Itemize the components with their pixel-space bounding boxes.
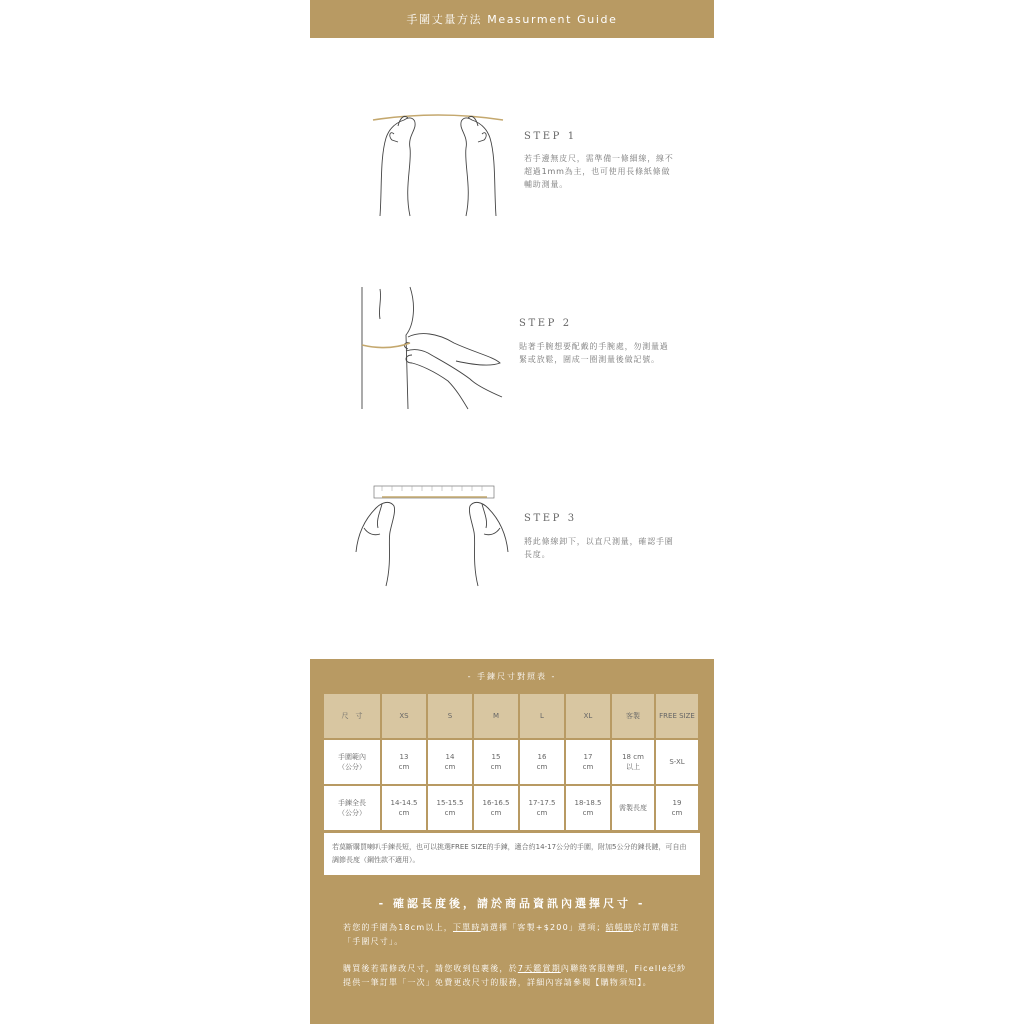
table-row: [324, 740, 698, 784]
text-span: 若您的手圍為18cm以上，: [343, 923, 453, 932]
header-cell: 客製: [612, 694, 654, 738]
size-chart-section: [310, 659, 714, 1024]
header-cell: L: [520, 694, 564, 738]
table-row: [324, 786, 698, 830]
header-cell: S: [428, 694, 472, 738]
table-cell: 13 cm: [382, 740, 426, 784]
hands-holding-thread-illustration: [368, 108, 508, 228]
text-span: 購買後若需修改尺寸，請您收到包裹後，於: [343, 964, 518, 973]
underlined-text: 7天鑑賞期: [517, 964, 561, 973]
header-title: 手圍丈量方法 Measurment Guide: [406, 13, 618, 26]
custom-size-paragraph: [343, 921, 688, 949]
measurement-guide: [310, 0, 714, 1024]
confirm-title: - 確認長度後，請於商品資訊內選擇尺寸 -: [378, 897, 646, 910]
size-note-text: 若莫斷購買喇叭手鍊長短，也可以挑選FREE SIZE的手鍊，適合約14-17公分的手圍，附加5公分的鍊長鏈，可自由調節長度（鋼性款不適用）。: [332, 843, 687, 864]
size-note: [324, 833, 700, 875]
table-cell: 17-17.5 cm: [520, 786, 564, 830]
text-span: 請選擇「客製+$200」選項；: [480, 923, 606, 932]
table-cell: 14 cm: [428, 740, 472, 784]
step-2: [310, 285, 714, 415]
table-header-row: [324, 694, 698, 738]
thread-around-wrist-illustration: [358, 285, 508, 413]
table-cell: 需製長度: [612, 786, 654, 830]
table-cell: 16-16.5 cm: [474, 786, 518, 830]
size-change-paragraph: [343, 962, 688, 990]
table-cell: 19 cm: [656, 786, 698, 830]
step-2-desc: 貼著手腕想要配戴的手腕處，勿測量過緊或放鬆，圍成一圈測量後做記號。: [519, 342, 669, 364]
table-cell: 18-18.5 cm: [566, 786, 610, 830]
underlined-text: 下單時: [452, 923, 481, 932]
text-span: 於訂單備註「手圍尺寸」。: [343, 923, 680, 946]
step-1-title: STEP 1: [524, 131, 577, 142]
header-cell: XL: [566, 694, 610, 738]
table-cell: 14-14.5 cm: [382, 786, 426, 830]
table-cell: 15 cm: [474, 740, 518, 784]
table-cell: 16 cm: [520, 740, 564, 784]
row-label: 手鍊全長 （公分）: [324, 786, 380, 830]
table-cell: 15-15.5 cm: [428, 786, 472, 830]
step-3-desc: 將此條線卸下，以直尺測量，確認手圍長度。: [524, 537, 674, 559]
step-2-title: STEP 2: [519, 318, 572, 329]
table-cell: 17 cm: [566, 740, 610, 784]
text-span: 內聯絡客服辦理，Ficelle紀紗提供一筆訂單「一次」免費更改尺寸的服務，詳細內容請參閱【購物須知】。: [343, 964, 687, 987]
size-table: [322, 692, 700, 832]
header-cell: M: [474, 694, 518, 738]
step-3-title: STEP 3: [524, 513, 577, 524]
row-label: 手圍範內 （公分）: [324, 740, 380, 784]
header-cell: FREE SIZE: [656, 694, 698, 738]
header-cell: XS: [382, 694, 426, 738]
step-1-desc: 若手邊無皮尺，需準備一條細線，線不超過1mm為主，也可使用長條紙條做輔助測量。: [524, 154, 674, 189]
guide-header: [310, 0, 714, 38]
header-cell: 尺 寸: [324, 694, 380, 738]
step-1: [310, 100, 714, 230]
step-3: [310, 480, 714, 590]
size-chart-title: - 手鍊尺寸對照表 -: [467, 672, 557, 681]
table-cell: 18 cm 以上: [612, 740, 654, 784]
underlined-text: 結帳時: [605, 923, 634, 932]
table-cell: S-XL: [656, 740, 698, 784]
ruler-measurement-illustration: [352, 482, 512, 592]
